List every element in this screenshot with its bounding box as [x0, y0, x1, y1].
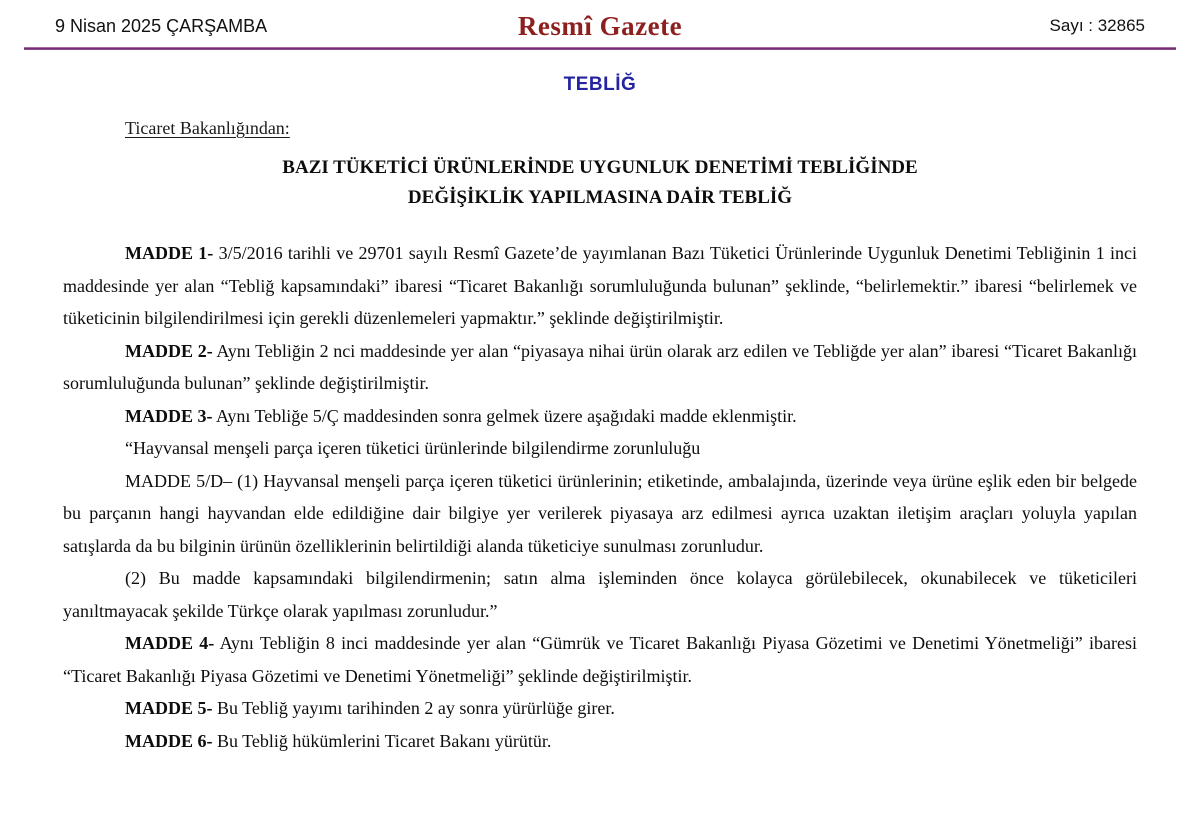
paragraph-madde-2	[63, 335, 1137, 400]
issue-number: Sayı : 32865	[1049, 16, 1145, 35]
paragraph-text: 3/5/2016 tarihli ve 29701 sayılı Resmî Gazete’de yayımlanan Bazı Tüketici Ürünlerinde Uygunluk Denetimi Tebliğinin 1 inci maddesinde yer alan “Tebliğ kapsamındaki” ibaresi “Ticaret Bakanlığı sorumluluğunda bulunan” şeklinde, “belirlemektir.” ibaresi “belirlemek ve tüketicinin bilgilendirilmesi için gerekli düzenlemeleri yapmaktır.” şeklinde değiştirilmiştir.	[63, 243, 1137, 328]
paragraph-madde-6	[63, 725, 1137, 758]
document-title-line2: DEĞİŞİKLİK YAPILMASINA DAİR TEBLİĞ	[407, 187, 793, 208]
paragraph-madde-4	[63, 627, 1137, 692]
paragraph-madde-1	[63, 237, 1137, 335]
paragraph-text: “Hayvansal menşeli parça içeren tüketici ürünlerinde bilgilendirme zorunluluğu	[125, 438, 701, 458]
madde-prefix: MADDE 2-	[125, 340, 213, 361]
paragraph-text: Bu Tebliğ yayımı tarihinden 2 ay sonra yürürlüğe girer.	[212, 698, 615, 718]
madde-prefix: MADDE 3-	[125, 405, 213, 426]
paragraph-madde-5d	[63, 465, 1137, 563]
paragraph-quoted-heading	[63, 432, 1137, 465]
document-body	[63, 118, 1137, 757]
paragraph-text: Aynı Tebliğin 2 nci maddesinde yer alan “piyasaya nihai ürün olarak arz edilen ve Tebliğde yer alan” ibaresi “Ticaret Bakanlığı sorumluluğunda bulunan” şeklinde değiştirilmiştir.	[63, 340, 1137, 393]
paragraph-text: Aynı Tebliğe 5/Ç maddesinden sonra gelmek üzere aşağıdaki madde eklenmiştir.	[212, 405, 797, 426]
articles	[63, 237, 1137, 757]
paragraph-madde-5d-2	[63, 562, 1137, 627]
masthead-divider	[24, 47, 1176, 50]
document-title	[63, 153, 1137, 213]
document-title-line1: BAZI TÜKETİCİ ÜRÜNLERİNDE UYGUNLUK DENETİMİ TEBLİĞİNDE	[282, 157, 918, 178]
madde-prefix: MADDE 4-	[125, 633, 215, 653]
gazette-title: Resmî Gazete	[517, 10, 683, 41]
publication-date: 9 Nisan 2025 ÇARŞAMBA	[55, 15, 268, 36]
section-heading: TEBLİĞ	[563, 74, 637, 95]
paragraph-madde-5	[63, 692, 1137, 725]
paragraph-text: Bu Tebliğ hükümlerini Ticaret Bakanı yürütür.	[212, 730, 552, 751]
masthead	[0, 0, 1200, 44]
paragraph-madde-3	[63, 400, 1137, 433]
madde-prefix: MADDE 6-	[125, 730, 213, 751]
paragraph-text: MADDE 5/D– (1) Hayvansal menşeli parça içeren tüketici ürünlerinin; etiketinde, ambalajında, üzerinde veya ürüne eşlik eden bir belgede bu parçanın hangi hayvandan elde edildiğine dair bilgiye yer verilerek piyasaya arz edilmesi ayrıca uzaktan iletişim araçları yoluyla yapılan satışlarda da bu bilginin ürünün özelliklerinin belirtildiği alanda tüketiciye sunulması zorunludur.	[63, 470, 1137, 556]
issuer-line: Ticaret Bakanlığından:	[125, 118, 290, 138]
paragraph-text: Aynı Tebliğin 8 inci maddesinde yer alan “Gümrük ve Ticaret Bakanlığı Piyasa Gözetimi ve Denetimi Yönetmeliği” ibaresi “Ticaret Bakanlığı Piyasa Gözetimi ve Denetimi Yönetmeliği” şeklinde değiştirilmiştir.	[63, 633, 1137, 686]
madde-prefix: MADDE 5-	[125, 698, 213, 718]
madde-prefix: MADDE 1-	[125, 243, 214, 263]
paragraph-text: (2) Bu madde kapsamındaki bilgilendirmenin; satın alma işleminden önce kolayca görülebilecek, okunabilecek ve tüketicileri yanıltmayacak şekilde Türkçe olarak yapılması zorunludur.”	[63, 568, 1137, 621]
